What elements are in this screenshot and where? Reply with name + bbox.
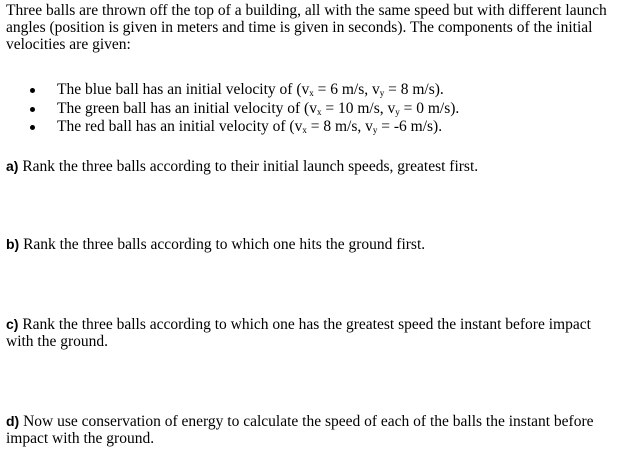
list-item-red-ball: [30, 118, 610, 137]
blue-ball-sub-x: x: [309, 88, 314, 98]
question-d-label: d): [6, 413, 20, 429]
list-item-green-ball: [30, 100, 610, 119]
green-ball-prefix: The green ball has an initial velocity of (v: [57, 99, 317, 117]
bullet-icon: [30, 125, 35, 130]
red-ball-prefix: The red ball has an initial velocity of (v: [57, 118, 303, 135]
question-c: [6, 316, 616, 350]
question-d-text: Now use conservation of energy to calculate the speed of each of the balls the instant before impact with the ground.: [6, 413, 594, 447]
red-ball-suffix: = -6 m/s).: [377, 118, 443, 135]
question-c-text: Rank the three balls according to which one has the greatest speed the instant before impact with the ground.: [6, 316, 591, 350]
question-b-label: b): [6, 236, 20, 252]
blue-ball-suffix: = 8 m/s).: [384, 81, 444, 98]
red-ball-mid: = 8 m/s, v: [306, 118, 373, 135]
green-ball-sub-y: y: [395, 106, 400, 117]
bullet-icon: [30, 107, 35, 112]
blue-ball-mid: = 6 m/s, v: [313, 81, 380, 98]
question-b-text: Rank the three balls according to which one hits the ground first.: [19, 236, 426, 253]
green-ball-sub-x: x: [316, 106, 322, 117]
bullet-icon: [30, 88, 35, 93]
question-d: [6, 413, 616, 447]
question-c-label: c): [6, 316, 19, 332]
question-a-label: a): [6, 158, 19, 174]
blue-ball-prefix: The blue ball has an initial velocity of (v: [57, 81, 310, 98]
velocity-list: [30, 81, 610, 137]
list-item-blue-ball: [30, 81, 610, 100]
green-ball-mid: = 10 m/s, v: [321, 99, 396, 117]
red-ball-sub-x: x: [302, 125, 307, 135]
question-b: [6, 236, 616, 253]
red-ball-sub-y: y: [372, 125, 378, 135]
green-ball-suffix: = 0 m/s).: [399, 99, 460, 117]
question-a: [6, 158, 616, 175]
question-a-text: Rank the three balls according to their initial launch speeds, greatest first.: [18, 158, 479, 175]
problem-document: [6, 2, 618, 447]
blue-ball-sub-y: y: [379, 88, 385, 98]
intro-paragraph: Three balls are thrown off the top of a building, all with the same speed but with different launch angles (position is given in meters and time is given in seconds). The components of the initial velocities are given:: [6, 2, 607, 53]
